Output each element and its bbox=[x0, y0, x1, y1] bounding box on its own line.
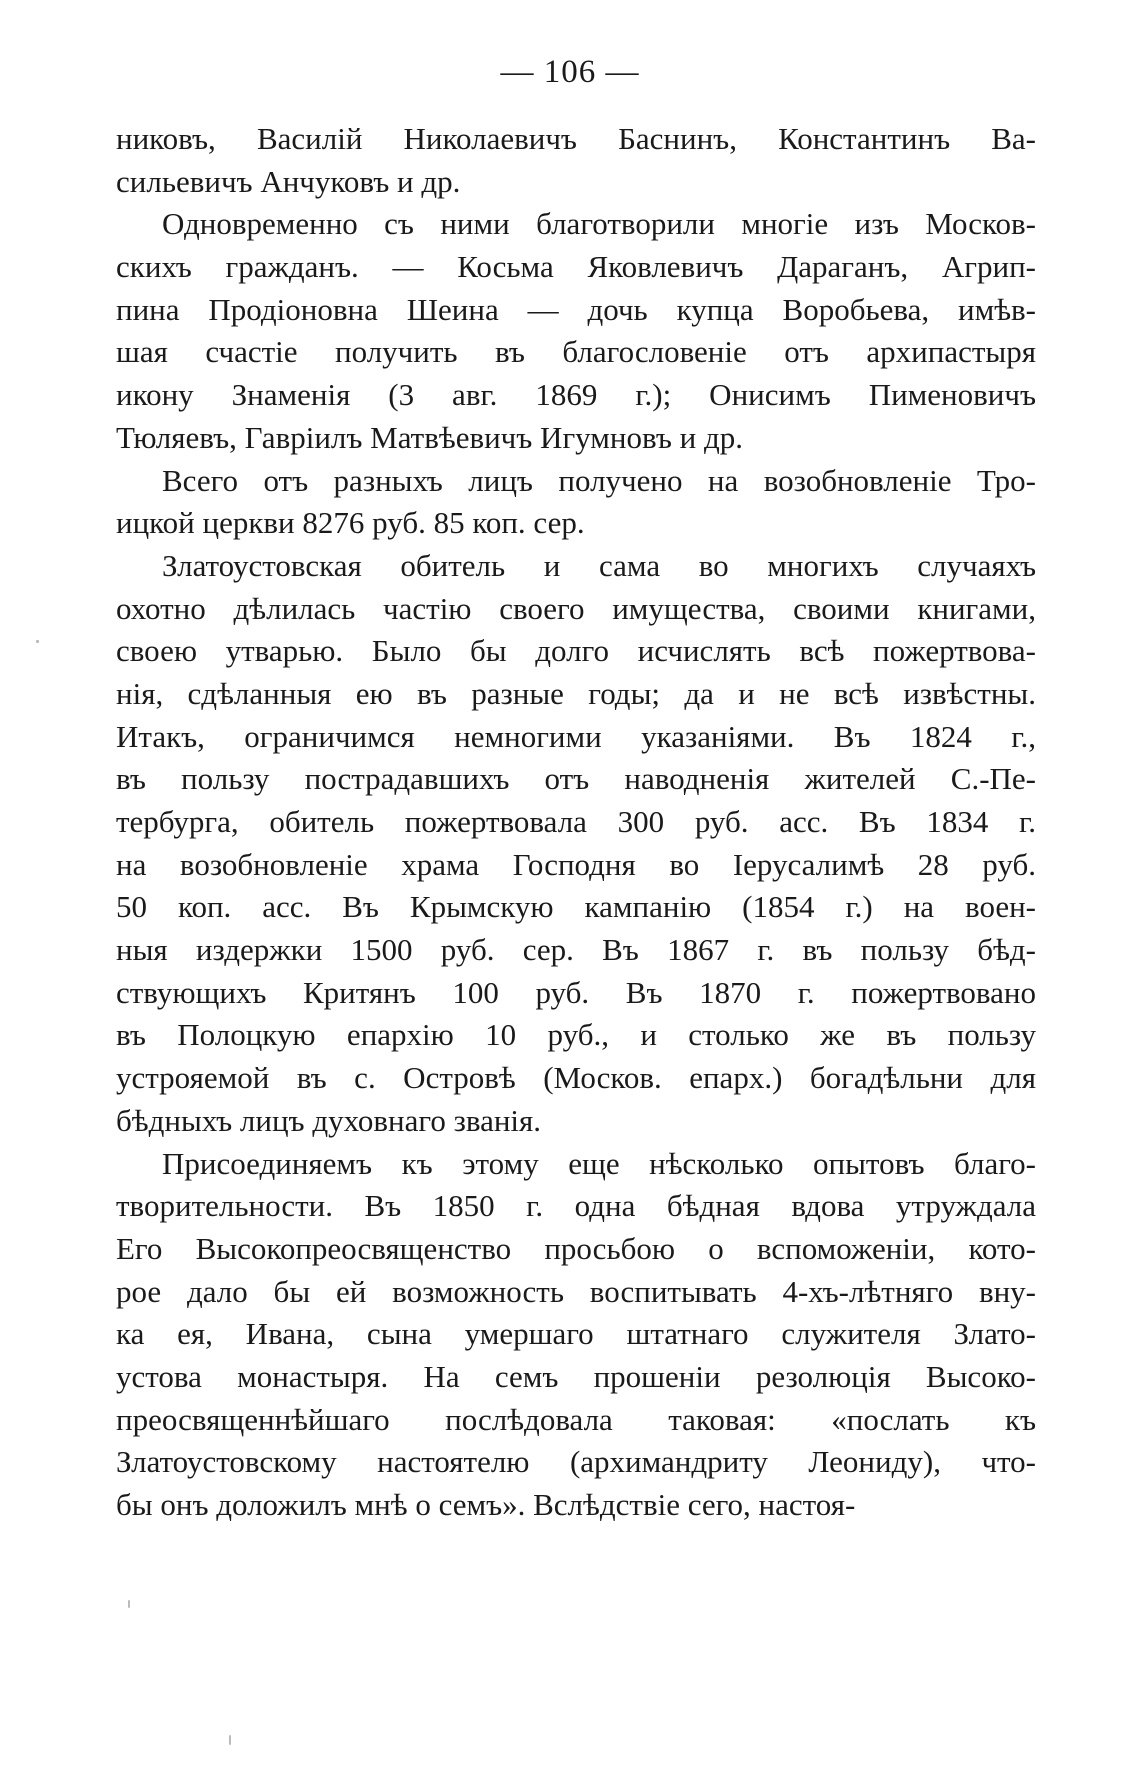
text-line: 50 коп. асс. Въ Крымскую кампанію (1854 г.) на воен- bbox=[116, 889, 1036, 925]
text-line: Златоустовская обитель и сама во многихъ случаяхъ bbox=[162, 547, 1036, 583]
paper-speck bbox=[128, 1600, 130, 1608]
text-line: ка ея, Ивана, сына умершаго штатнаго служителя Злато- bbox=[116, 1316, 1036, 1352]
text-line: икону Знаменія (3 авг. 1869 г.); Онисимъ Пименовичъ bbox=[116, 377, 1036, 413]
text-line: тербурга, обитель пожертвовала 300 руб. асс. Въ 1834 г. bbox=[116, 804, 1036, 839]
text-line: пина Продіоновна Шеина — дочь купца Воробьева, имѣв- bbox=[116, 291, 1036, 327]
text-line: преосвященнѣйшаго послѣдовала таковая: «послать къ bbox=[116, 1401, 1036, 1437]
text-line: бы онъ доложилъ мнѣ о семъ». Вслѣдствіе сего, настоя- bbox=[116, 1487, 856, 1522]
text-line: Златоустовскому настоятелю (архимандриту Леониду), что- bbox=[116, 1444, 1036, 1480]
text-line: Одновременно съ ними благотворили многіе изъ Москов- bbox=[162, 206, 1036, 242]
text-line: нія, сдѣланныя ею въ разные годы; да и не всѣ извѣстны. bbox=[116, 675, 1036, 711]
text-line: шая счастіе получить въ благословеніе отъ архипастыря bbox=[116, 334, 1036, 370]
text-line: сильевичъ Анчуковъ и др. bbox=[116, 163, 461, 199]
text-line: Всего отъ разныхъ лицъ получено на возобновленіе Тро- bbox=[162, 462, 1036, 498]
text-line: Его Высокопреосвященство просьбою о вспоможеніи, кото- bbox=[116, 1230, 1036, 1266]
text-line: творительности. Въ 1850 г. одна бѣдная вдова утруждала bbox=[116, 1188, 1036, 1224]
text-line: охотно дѣлилась частію своего имущества, своими книгами, bbox=[116, 590, 1036, 626]
text-line: Присоединяемъ къ этому еще нѣсколько опытовъ благо- bbox=[162, 1145, 1036, 1181]
text-line: въ пользу пострадавшихъ отъ наводненія жителей С.-Пе- bbox=[116, 761, 1036, 797]
text-line: никовъ, Василій Николаевичъ Баснинъ, Константинъ Ва- bbox=[116, 121, 1036, 156]
text-line: скихъ гражданъ. — Косьма Яковлевичъ Дараганъ, Агрип- bbox=[116, 249, 1036, 285]
text-line: на возобновленіе храма Господня во Іерусалимѣ 28 руб. bbox=[116, 846, 1036, 882]
paper-speck bbox=[36, 640, 39, 643]
text-line: ицкой церкви 8276 руб. 85 коп. сер. bbox=[116, 505, 585, 541]
text-line: устова монастыря. На семъ прошеніи резолюція Высоко- bbox=[116, 1358, 1036, 1394]
text-line: своею утварью. Было бы долго исчислять всѣ пожертвова- bbox=[116, 633, 1036, 669]
text-line: Тюляевъ, Гавріилъ Матвѣевичъ Игумновъ и др. bbox=[116, 419, 743, 455]
text-line: Итакъ, ограничимся немногими указаніями. Въ 1824 г., bbox=[116, 718, 1036, 754]
text-line: ныя издержки 1500 руб. сер. Въ 1867 г. въ пользу бѣд- bbox=[116, 932, 1036, 968]
text-line: устрояемой въ с. Островѣ (Москов. епарх.) богадѣльни для bbox=[116, 1060, 1036, 1096]
text-line: бѣдныхъ лицъ духовнаго званія. bbox=[116, 1102, 542, 1138]
paper-speck bbox=[229, 1735, 231, 1745]
text-line: ствующихъ Критянъ 100 руб. Въ 1870 г. пожертвовано bbox=[116, 974, 1036, 1010]
text-line: въ Полоцкую епархію 10 руб., и столько же въ пользу bbox=[116, 1017, 1036, 1053]
text-line: рое дало бы ей возможность воспитывать 4-хъ-лѣтняго вну- bbox=[116, 1273, 1036, 1309]
page-number: — 106 — bbox=[500, 54, 640, 90]
body-text bbox=[116, 118, 1036, 1527]
